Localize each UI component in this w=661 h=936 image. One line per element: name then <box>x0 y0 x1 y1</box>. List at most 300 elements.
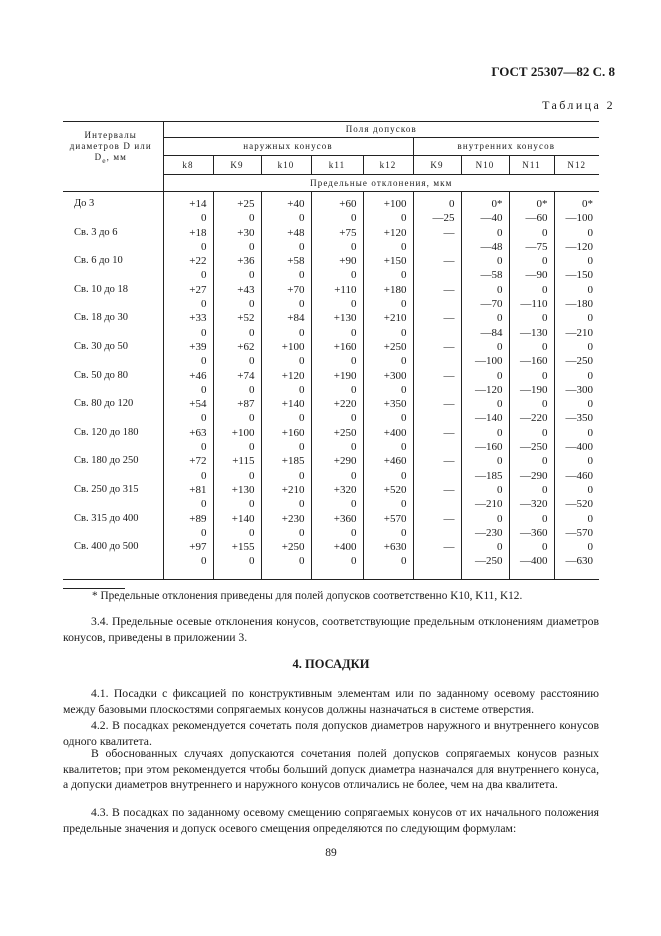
table-row <box>63 369 599 398</box>
deviation-cell <box>213 311 261 340</box>
upper-deviation: +300 <box>383 369 407 382</box>
upper-deviation: — <box>443 369 455 382</box>
column-header: N12 <box>554 156 599 175</box>
deviation-cell <box>261 283 311 312</box>
deviation-cell <box>163 454 213 483</box>
paragraph-3-4: 3.4. Предельные осевые отклонения конусов, соответствующие предельным отклонениям диаметров конусов, приведены в приложении 3. <box>63 615 599 644</box>
deviation-cell <box>311 197 363 226</box>
lower-deviation: —300 <box>565 383 594 396</box>
deviation-cell <box>413 483 461 512</box>
deviation-cell <box>554 426 599 455</box>
upper-deviation: +190 <box>333 369 357 382</box>
lower-deviation: 0 <box>249 269 255 282</box>
deviation-cell <box>213 197 261 226</box>
intervals-header-spacer <box>63 175 163 192</box>
lower-deviation: —350 <box>565 412 594 425</box>
lower-deviation: —460 <box>565 469 594 482</box>
upper-deviation: +14 <box>189 198 207 210</box>
deviation-cell <box>554 397 599 426</box>
deviation-cell <box>413 340 461 369</box>
upper-deviation: 0 <box>497 312 503 325</box>
paragraph-4-2-cont: В обоснованных случаях допускаются сочетания полей допусков сопрягаемых конусов разных квалитетов; при этом рекомендуется чтобы больший допуск диаметра назначался для внутреннего конуса, а допуски диаметров внутреннего и наружного конусов отличались не более, чем на два квалитета. <box>63 747 599 792</box>
deviation-cell <box>213 397 261 426</box>
deviation-cell <box>163 226 213 255</box>
lower-deviation: 0 <box>201 526 207 539</box>
lower-deviation: 0 <box>201 355 207 368</box>
lower-deviation: —60 <box>525 212 548 225</box>
lower-deviation: 0 <box>401 441 407 454</box>
deviation-cell <box>461 311 509 340</box>
deviation-cell <box>509 512 554 541</box>
interval-label: Св. 400 до 500 <box>63 540 163 579</box>
upper-deviation: — <box>443 512 455 525</box>
deviation-cell <box>413 426 461 455</box>
lower-deviation: 0 <box>401 469 407 482</box>
deviation-cell <box>461 454 509 483</box>
upper-deviation: +36 <box>237 255 255 268</box>
lower-deviation: —250 <box>520 441 548 454</box>
deviation-cell <box>413 397 461 426</box>
upper-deviation: +320 <box>333 483 357 496</box>
upper-deviation: — <box>443 226 455 239</box>
deviation-cell <box>461 226 509 255</box>
upper-deviation: 0 <box>587 369 594 382</box>
upper-deviation: +100 <box>231 426 255 439</box>
lower-deviation: —58 <box>480 269 503 282</box>
upper-deviation: 0 <box>542 283 548 296</box>
table-row <box>63 226 599 255</box>
upper-deviation: +230 <box>281 512 305 525</box>
lower-deviation <box>414 297 455 311</box>
lower-deviation: 0 <box>249 326 255 339</box>
upper-deviation: 0 <box>449 198 455 210</box>
upper-deviation: +60 <box>339 198 357 210</box>
upper-deviation: +400 <box>383 426 407 439</box>
upper-deviation: 0 <box>497 226 503 239</box>
upper-deviation: 0* <box>582 198 594 210</box>
deviation-cell <box>311 226 363 255</box>
deviation-cell <box>163 397 213 426</box>
upper-deviation: 0 <box>587 226 594 239</box>
lower-deviation: 0 <box>351 469 357 482</box>
lower-deviation: 0 <box>299 355 305 368</box>
upper-deviation: +630 <box>383 541 407 554</box>
upper-deviation: +350 <box>383 398 407 411</box>
lower-deviation: 0 <box>249 383 255 396</box>
lower-deviation: 0 <box>351 412 357 425</box>
table-row <box>63 454 599 483</box>
deviation-cell <box>554 340 599 369</box>
column-header: K9 <box>413 156 461 175</box>
upper-deviation: 0 <box>542 340 548 353</box>
deviation-cell <box>554 197 599 226</box>
deviation-cell <box>213 483 261 512</box>
upper-deviation: 0 <box>587 398 594 411</box>
lower-deviation: 0 <box>201 412 207 425</box>
table-label: Таблица 2 <box>542 98 615 112</box>
lower-deviation: 0 <box>249 441 255 454</box>
upper-deviation: +81 <box>189 483 207 496</box>
upper-deviation: +84 <box>287 312 305 325</box>
deviation-cell <box>413 197 461 226</box>
lower-deviation: 0 <box>351 441 357 454</box>
deviation-cell <box>261 311 311 340</box>
table-row <box>63 397 599 426</box>
lower-deviation: —25 <box>432 212 455 225</box>
table-row <box>63 540 599 579</box>
lower-deviation: —40 <box>480 212 503 225</box>
upper-deviation: +120 <box>281 369 305 382</box>
interval-label: До 3 <box>74 198 95 209</box>
interval-label: Св. 3 до 6 <box>74 226 118 238</box>
deviation-cell <box>554 311 599 340</box>
lower-deviation: 0 <box>299 555 305 568</box>
lower-deviation: 0 <box>351 269 357 282</box>
upper-deviation: — <box>443 398 455 411</box>
deviation-cell <box>311 397 363 426</box>
lower-deviation: 0 <box>401 298 407 311</box>
fields-header: Поля допусков <box>163 122 599 138</box>
deviation-cell <box>413 512 461 541</box>
upper-deviation: 0 <box>542 541 548 554</box>
table-row <box>63 311 599 340</box>
deviation-cell <box>163 369 213 398</box>
deviation-cell <box>311 283 363 312</box>
column-header: k10 <box>261 156 311 175</box>
lower-deviation: 0 <box>401 355 407 368</box>
lower-deviation: —250 <box>565 355 594 368</box>
upper-deviation: 0* <box>491 198 503 210</box>
upper-deviation: +210 <box>383 312 407 325</box>
upper-deviation: 0 <box>497 455 503 468</box>
deviation-cell <box>363 512 413 541</box>
upper-deviation: — <box>443 541 455 554</box>
column-header: N10 <box>461 156 509 175</box>
upper-deviation: 0 <box>542 226 548 239</box>
deviation-cell <box>311 426 363 455</box>
upper-deviation: 0 <box>587 455 594 468</box>
interval-label: Св. 250 до 315 <box>74 483 139 495</box>
upper-deviation: — <box>443 283 455 296</box>
upper-deviation: +18 <box>189 226 207 239</box>
upper-deviation: +110 <box>334 283 357 296</box>
deviation-cell <box>363 340 413 369</box>
lower-deviation: —210 <box>475 498 503 511</box>
upper-deviation: — <box>443 426 455 439</box>
deviation-cell <box>311 254 363 283</box>
deviation-cell <box>509 426 554 455</box>
upper-deviation: 0 <box>587 283 594 296</box>
lower-deviation <box>414 526 455 540</box>
upper-deviation: 0 <box>587 340 594 353</box>
deviations-header: Предельные отклонения, мкм <box>163 175 599 192</box>
table-row <box>63 283 599 312</box>
upper-deviation: +160 <box>333 340 357 353</box>
upper-deviation: +70 <box>287 283 305 296</box>
paragraph-4-1: 4.1. Посадки с фиксацией по конструктивным элементам или по заданному осевому расстоянию между базовыми плоскостями сопрягаемых конусов должны назначаться в системе отверстия. <box>63 687 599 716</box>
lower-deviation: 0 <box>351 383 357 396</box>
deviation-cell <box>311 483 363 512</box>
interval-label: Св. 6 до 10 <box>74 255 123 267</box>
deviation-cell <box>163 512 213 541</box>
deviation-cell <box>213 283 261 312</box>
lower-deviation: 0 <box>401 498 407 511</box>
deviation-cell <box>461 254 509 283</box>
lower-deviation: 0 <box>249 412 255 425</box>
upper-deviation: +155 <box>231 541 255 554</box>
upper-deviation: +160 <box>281 426 305 439</box>
deviation-cell <box>311 454 363 483</box>
lower-deviation: 0 <box>351 498 357 511</box>
deviation-cell <box>311 512 363 541</box>
upper-deviation: +100 <box>383 198 407 210</box>
lower-deviation: 0 <box>401 412 407 425</box>
lower-deviation: 0 <box>401 269 407 282</box>
lower-deviation: —185 <box>475 469 503 482</box>
upper-deviation: 0 <box>497 340 503 353</box>
upper-deviation: +130 <box>231 483 255 496</box>
upper-deviation: 0 <box>587 541 594 554</box>
deviation-cell <box>213 226 261 255</box>
table-row <box>63 197 599 226</box>
upper-deviation: +570 <box>383 512 407 525</box>
lower-deviation: —400 <box>520 555 548 568</box>
upper-deviation: 0 <box>497 283 503 296</box>
deviation-cell <box>461 512 509 541</box>
interval-label: Св. 315 до 400 <box>74 512 139 524</box>
upper-deviation: +33 <box>189 312 207 325</box>
section-title: 4. ПОСАДКИ <box>292 657 370 671</box>
deviation-cell <box>554 254 599 283</box>
upper-deviation: 0 <box>542 512 548 525</box>
interval-label: Св. 50 до 80 <box>74 369 129 381</box>
lower-deviation: 0 <box>201 326 207 339</box>
paragraph-4-3: 4.3. В посадках по заданному осевому смещению сопрягаемых конусов от их начального положения предельные значения и допуск осевого смещения определяются по следующим формулам: <box>63 806 599 835</box>
deviation-cell <box>163 426 213 455</box>
deviation-cell <box>509 454 554 483</box>
lower-deviation: 0 <box>249 469 255 482</box>
deviation-cell <box>363 397 413 426</box>
upper-deviation: 0 <box>497 426 503 439</box>
upper-deviation: +46 <box>189 369 207 382</box>
lower-deviation: 0 <box>351 355 357 368</box>
lower-deviation: 0 <box>401 212 407 225</box>
lower-deviation <box>414 440 455 454</box>
lower-deviation: 0 <box>201 269 207 282</box>
lower-deviation: 0 <box>249 212 255 225</box>
deviation-cell <box>363 254 413 283</box>
upper-deviation: +115 <box>232 455 255 468</box>
lower-deviation: 0 <box>299 212 305 225</box>
deviation-cell <box>261 397 311 426</box>
upper-deviation: +400 <box>333 541 357 554</box>
lower-deviation: 0 <box>201 383 207 396</box>
deviation-cell <box>554 483 599 512</box>
upper-deviation: +30 <box>237 226 255 239</box>
deviation-cell <box>311 540 363 579</box>
lower-deviation: —320 <box>520 498 548 511</box>
lower-deviation: —190 <box>520 383 548 396</box>
lower-deviation: —250 <box>475 555 503 568</box>
lower-deviation: 0 <box>201 240 207 253</box>
lower-deviation: 0 <box>299 326 305 339</box>
deviation-cell <box>213 340 261 369</box>
deviation-cell <box>413 283 461 312</box>
lower-deviation: 0 <box>351 298 357 311</box>
lower-deviation: 0 <box>401 383 407 396</box>
upper-deviation: 0 <box>542 426 548 439</box>
upper-deviation: +25 <box>237 198 255 210</box>
lower-deviation: 0 <box>401 526 407 539</box>
deviation-cell <box>509 340 554 369</box>
lower-deviation <box>414 469 455 483</box>
upper-deviation: +89 <box>189 512 207 525</box>
lower-deviation: 0 <box>201 469 207 482</box>
lower-deviation: 0 <box>249 355 255 368</box>
inner-cones-header: внутренних конусов <box>413 138 599 156</box>
upper-deviation: +250 <box>281 541 305 554</box>
deviation-cell <box>363 197 413 226</box>
deviation-cell <box>509 197 554 226</box>
lower-deviation: —90 <box>525 269 548 282</box>
lower-deviation: —130 <box>520 326 548 339</box>
lower-deviation: 0 <box>249 298 255 311</box>
deviation-cell <box>261 540 311 579</box>
deviation-cell <box>363 426 413 455</box>
upper-deviation: +43 <box>237 283 255 296</box>
deviation-cell <box>509 369 554 398</box>
lower-deviation: 0 <box>401 326 407 339</box>
upper-deviation: +58 <box>287 255 305 268</box>
upper-deviation: +180 <box>383 283 407 296</box>
paragraph-4-2: 4.2. В посадках рекомендуется сочетать поля допусков диаметров наружного и внутреннего конусов одного квалитета. <box>63 719 599 748</box>
upper-deviation: — <box>443 455 455 468</box>
intervals-header: Интервалы диаметров D или $D_e$, мм <box>63 122 163 175</box>
document-header: ГОСТ 25307—82 С. 8 <box>491 64 615 79</box>
deviation-cell <box>213 512 261 541</box>
lower-deviation: —570 <box>565 526 594 539</box>
deviation-cell <box>554 369 599 398</box>
upper-deviation: 0 <box>497 398 503 411</box>
deviation-cell <box>413 540 461 579</box>
interval-label: Св. 30 до 50 <box>74 340 129 352</box>
table-row <box>63 340 599 369</box>
lower-deviation: —220 <box>520 412 548 425</box>
interval-label: Св. 80 до 120 <box>74 398 134 410</box>
upper-deviation: +120 <box>383 226 407 239</box>
deviation-cell <box>461 426 509 455</box>
lower-deviation: 0 <box>299 469 305 482</box>
upper-deviation: +185 <box>281 455 305 468</box>
lower-deviation: 0 <box>401 240 407 253</box>
lower-deviation: 0 <box>201 298 207 311</box>
upper-deviation: +87 <box>237 398 255 411</box>
upper-deviation: 0 <box>587 312 594 325</box>
lower-deviation <box>414 554 455 568</box>
upper-deviation: 0 <box>497 255 503 268</box>
deviation-cell <box>461 483 509 512</box>
upper-deviation: +100 <box>281 340 305 353</box>
deviation-cell <box>461 197 509 226</box>
deviation-cell <box>554 512 599 541</box>
lower-deviation: —84 <box>480 326 503 339</box>
interval-label: Св. 10 до 18 <box>74 283 129 295</box>
upper-deviation: +140 <box>231 512 255 525</box>
lower-deviation: 0 <box>299 298 305 311</box>
lower-deviation: 0 <box>299 441 305 454</box>
deviation-cell <box>554 226 599 255</box>
deviation-cell <box>213 254 261 283</box>
upper-deviation: +290 <box>333 455 357 468</box>
upper-deviation: +52 <box>237 312 255 325</box>
footnote-rule <box>63 588 125 589</box>
lower-deviation: 0 <box>201 498 207 511</box>
deviation-cell <box>261 426 311 455</box>
deviation-cell <box>509 397 554 426</box>
outer-cones-header: наружных конусов <box>163 138 413 156</box>
deviation-cell <box>413 226 461 255</box>
lower-deviation: 0 <box>201 212 207 225</box>
deviation-cell <box>163 540 213 579</box>
lower-deviation <box>414 326 455 340</box>
upper-deviation: 0 <box>587 426 594 439</box>
deviation-cell <box>311 369 363 398</box>
column-header: k11 <box>311 156 363 175</box>
lower-deviation: —100 <box>565 212 594 225</box>
lower-deviation <box>414 497 455 511</box>
lower-deviation: 0 <box>351 526 357 539</box>
deviation-cell <box>261 340 311 369</box>
lower-deviation: —75 <box>525 240 548 253</box>
footnote: * Предельные отклонения приведены для полей допусков соответственно K10, K11, K12. <box>92 590 523 602</box>
upper-deviation: +150 <box>383 255 407 268</box>
deviation-cell <box>261 369 311 398</box>
upper-deviation: 0 <box>497 483 503 496</box>
upper-deviation: — <box>443 483 455 496</box>
deviation-cell <box>261 512 311 541</box>
upper-deviation: 0 <box>542 455 548 468</box>
upper-deviation: +210 <box>281 483 305 496</box>
lower-deviation: —120 <box>475 383 503 396</box>
deviation-cell <box>261 454 311 483</box>
deviation-cell <box>461 340 509 369</box>
upper-deviation: +520 <box>383 483 407 496</box>
lower-deviation: —360 <box>520 526 548 539</box>
lower-deviation: —160 <box>520 355 548 368</box>
upper-deviation: 0 <box>587 512 594 525</box>
upper-deviation: +360 <box>333 512 357 525</box>
deviation-cell <box>163 254 213 283</box>
upper-deviation: 0 <box>497 541 503 554</box>
lower-deviation <box>414 268 455 282</box>
deviation-cell <box>554 540 599 579</box>
lower-deviation: 0 <box>299 240 305 253</box>
lower-deviation: 0 <box>299 526 305 539</box>
upper-deviation: +62 <box>237 340 255 353</box>
deviation-cell <box>363 540 413 579</box>
lower-deviation: 0 <box>249 240 255 253</box>
lower-deviation: —210 <box>565 326 594 339</box>
upper-deviation: +90 <box>339 255 357 268</box>
deviation-cell <box>461 397 509 426</box>
page-number: 89 <box>325 847 337 859</box>
deviation-cell <box>413 254 461 283</box>
deviation-cell <box>461 540 509 579</box>
deviation-cell <box>261 254 311 283</box>
lower-deviation: 0 <box>299 498 305 511</box>
deviation-cell <box>509 483 554 512</box>
deviation-cell <box>213 540 261 579</box>
